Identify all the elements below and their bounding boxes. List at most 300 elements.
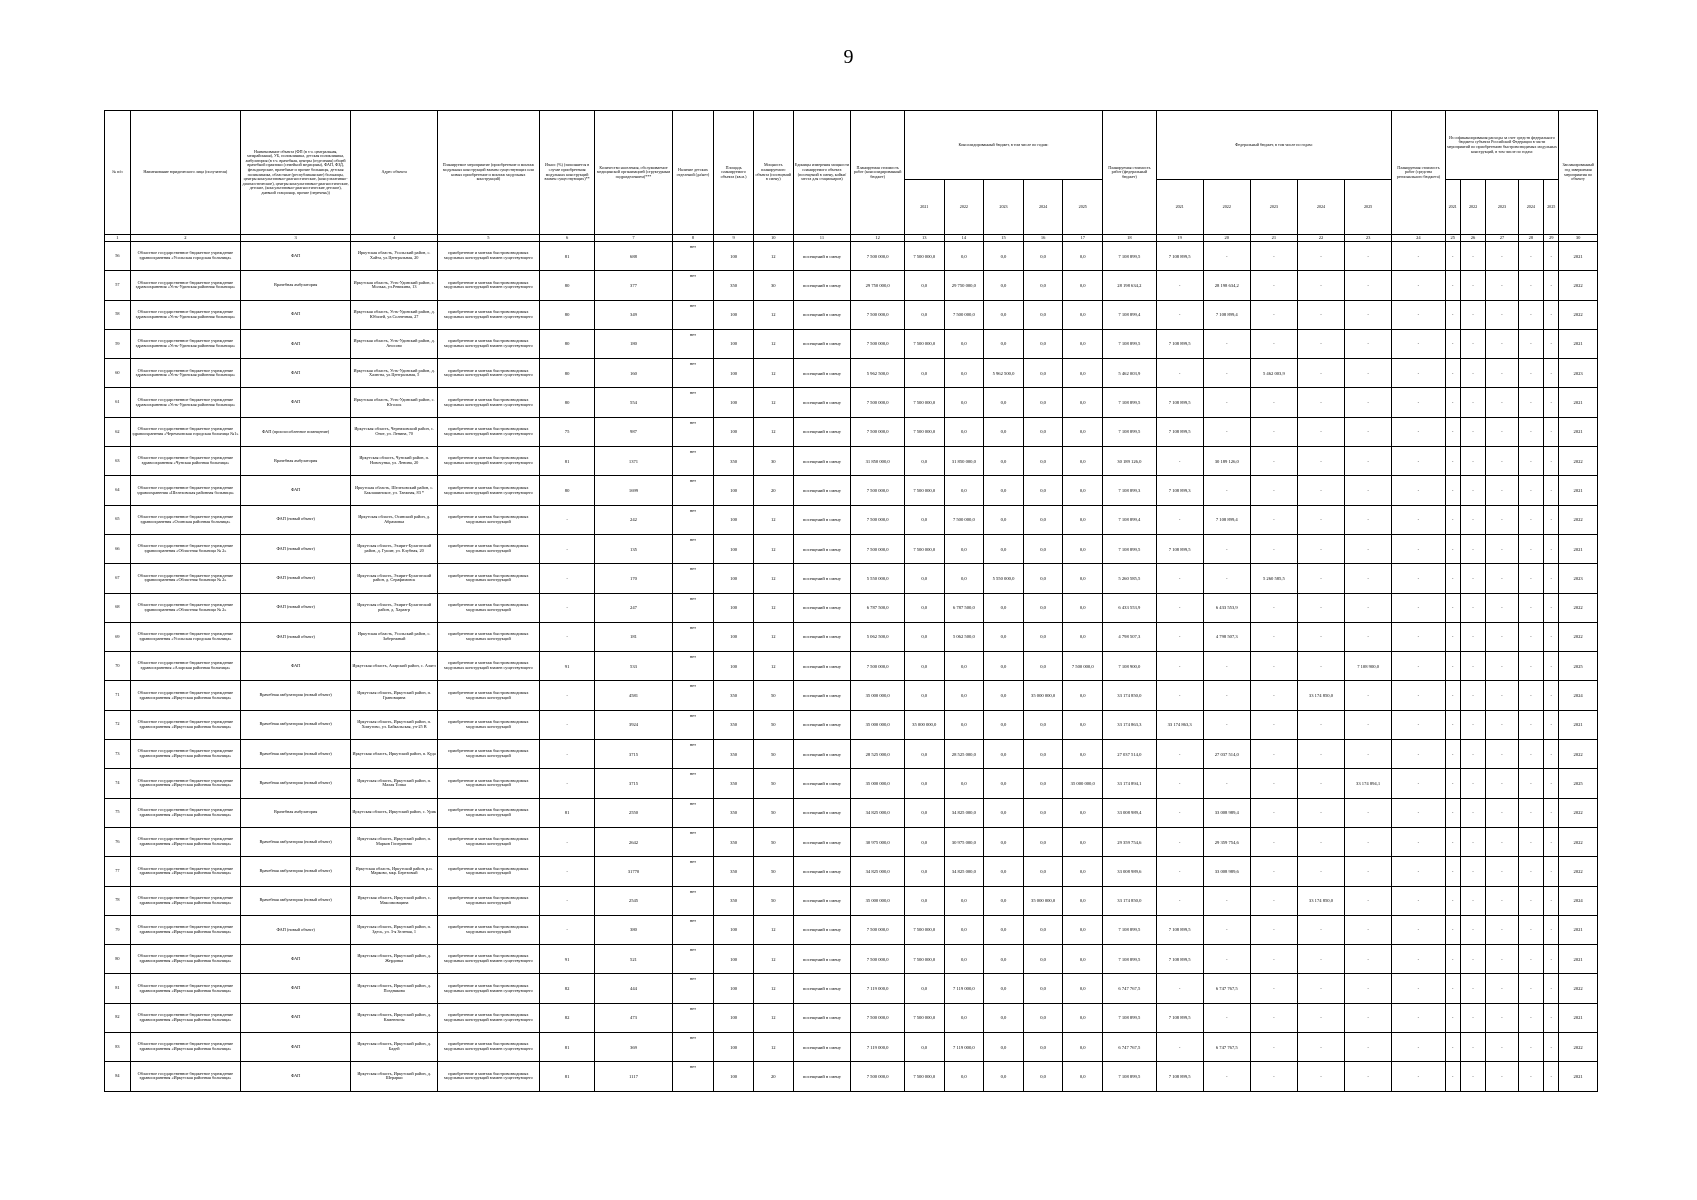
table-row — [105, 505, 1598, 534]
table-cell: 0,0 — [1023, 769, 1063, 798]
table-cell: 0,0 — [1063, 388, 1103, 417]
table-cell: 0,0 — [1023, 915, 1063, 944]
table-cell: - — [1486, 593, 1518, 622]
table-cell: 30 — [753, 271, 793, 300]
table-cell: 6 433 553,9 — [1103, 593, 1157, 622]
table-cell: 0,0 — [984, 447, 1024, 476]
table-cell: 7 108 899,5 — [1156, 915, 1203, 944]
table-cell: 369 — [595, 1033, 672, 1062]
table-cell: нет — [672, 329, 714, 358]
table-cell: - — [1544, 564, 1559, 593]
table-cell: 91 — [539, 945, 595, 974]
table-cell: - — [1297, 798, 1344, 827]
table-cell: 688 — [595, 242, 672, 271]
table-cell: ФАП — [240, 300, 350, 329]
table-cell: приобретение и монтаж быстровозводимых модульных конструкций — [438, 740, 540, 769]
table-cell: - — [1486, 1033, 1518, 1062]
table-cell: 0,0 — [984, 798, 1024, 827]
table-cell: посещений в смену — [793, 271, 851, 300]
table-cell: Областное государственное бюджетное учреждение здравоохранения «Иркутская районная больница» — [130, 1062, 240, 1091]
table-cell: Областное государственное бюджетное учреждение здравоохранения «Усть-Удинская районная больница» — [130, 300, 240, 329]
table-cell: 2022 — [1559, 974, 1598, 1003]
table-cell: - — [1544, 417, 1559, 446]
table-cell: - — [1345, 447, 1392, 476]
table-cell: - — [1250, 329, 1297, 358]
table-cell: - — [539, 857, 595, 886]
table-cell: - — [1518, 300, 1544, 329]
table-cell: - — [1518, 915, 1544, 944]
table-cell: - — [1297, 359, 1344, 388]
table-cell: - — [1544, 857, 1559, 886]
table-cell: 0,0 — [984, 388, 1024, 417]
table-cell: - — [1392, 388, 1446, 417]
table-cell: 80 — [539, 388, 595, 417]
table-cell: приобретение и монтаж быстровозводимых модульных конструкций взамен существующего — [438, 974, 540, 1003]
table-cell: Иркутская область, Иркутский район, п. Марков Гоперинево — [351, 827, 438, 856]
table-cell: - — [1445, 505, 1460, 534]
table-cell: приобретение и монтаж быстровозводимых модульных конструкций взамен существующего — [438, 359, 540, 388]
table-cell: 12 — [753, 622, 793, 651]
table-cell: 7 500 000,0 — [904, 1062, 944, 1091]
table-cell: 0,0 — [1023, 740, 1063, 769]
table-cell: 80 — [105, 945, 131, 974]
table-cell: 6 747 767,5 — [1203, 1033, 1250, 1062]
header-legal-entity: Наименование юридического лица (получателя) — [130, 111, 240, 235]
table-cell: - — [1518, 242, 1544, 271]
table-cell: ФАП — [240, 242, 350, 271]
table-cell: - — [1518, 622, 1544, 651]
table-cell: 0,0 — [1063, 593, 1103, 622]
table-cell: - — [1544, 593, 1559, 622]
table-cell: - — [1297, 1003, 1344, 1032]
table-cell: 12 — [753, 300, 793, 329]
table-cell: 33 174 850,0 — [1297, 681, 1344, 710]
table-cell: посещений в смену — [793, 710, 851, 739]
table-cell: 20 — [753, 476, 793, 505]
table-cell: Областное государственное бюджетное учреждение здравоохранения «Усть-Удинская районная больница» — [130, 388, 240, 417]
table-cell: 0,0 — [984, 476, 1024, 505]
table-cell: - — [1445, 1033, 1460, 1062]
table-cell: Областное государственное бюджетное учреждение здравоохранения «Иркутская районная больница» — [130, 857, 240, 886]
table-cell: 12 — [753, 1033, 793, 1062]
table-cell: 350 — [714, 740, 754, 769]
table-cell: 0,0 — [1063, 915, 1103, 944]
column-number: 2 — [130, 235, 240, 242]
table-cell: - — [1460, 945, 1486, 974]
table-cell: 7 500 000,0 — [1063, 652, 1103, 681]
table-cell: 0,0 — [1063, 359, 1103, 388]
table-cell: - — [1445, 593, 1460, 622]
table-cell: 33 174 863,3 — [1103, 710, 1157, 739]
table-cell: 34 825 000,0 — [944, 857, 984, 886]
table-cell: посещений в смену — [793, 593, 851, 622]
table-cell: 67 — [105, 564, 131, 593]
table-cell: - — [1518, 827, 1544, 856]
table-cell: 0,0 — [904, 769, 944, 798]
table-cell: 5 260 585,5 — [1250, 564, 1297, 593]
table-cell: 0,0 — [1023, 798, 1063, 827]
table-cell: нет — [672, 564, 714, 593]
table-cell: - — [1156, 564, 1203, 593]
table-cell: Иркутская область, Усть-Удинский район, д. Халюты, ул.Центральная, 5 — [351, 359, 438, 388]
table-cell: 0,0 — [904, 359, 944, 388]
table-cell: нет — [672, 886, 714, 915]
table-cell: 50 — [753, 740, 793, 769]
table-cell: 80 — [539, 359, 595, 388]
table-cell: 30 189 126,0 — [1103, 447, 1157, 476]
table-cell: Областное государственное бюджетное учреждение здравоохранения «Иркутская районная больница» — [130, 915, 240, 944]
table-cell: - — [1460, 1033, 1486, 1062]
table-cell: - — [1544, 974, 1559, 1003]
table-cell: - — [1297, 622, 1344, 651]
table-cell: нет — [672, 359, 714, 388]
table-cell: 5 462 003,9 — [1250, 359, 1297, 388]
table-cell: 2022 — [1559, 505, 1598, 534]
table-cell: 31 850 000,0 — [851, 447, 905, 476]
table-cell: - — [1392, 476, 1446, 505]
table-cell: 2022 — [1559, 1033, 1598, 1062]
table-cell: - — [1518, 1033, 1544, 1062]
table-cell: 0,0 — [944, 681, 984, 710]
table-cell: приобретение и монтаж быстровозводимых модульных конструкций взамен существующего — [438, 417, 540, 446]
table-cell: - — [1518, 476, 1544, 505]
table-cell: приобретение и монтаж быстровозводимых модульных конструкций — [438, 622, 540, 651]
table-cell: Иркутская область, Усть-Удинский район, д. Юбилей, ул.Солнечная, 27 — [351, 300, 438, 329]
table-cell: Областное государственное бюджетное учреждение здравоохранения «Усть-Удинская районная больница» — [130, 271, 240, 300]
table-cell: 0,0 — [944, 1062, 984, 1091]
table-row — [105, 1062, 1598, 1091]
column-number: 26 — [1460, 235, 1486, 242]
table-cell: 62 — [105, 417, 131, 446]
table-cell: - — [1250, 974, 1297, 1003]
table-cell: - — [1518, 886, 1544, 915]
table-cell: приобретение и монтаж быстровозводимых модульных конструкций взамен существующего — [438, 300, 540, 329]
table-cell: - — [1544, 300, 1559, 329]
table-cell: 70 — [105, 652, 131, 681]
table-row — [105, 1033, 1598, 1062]
table-cell: Врачебная амбулатория — [240, 798, 350, 827]
table-cell: посещений в смену — [793, 447, 851, 476]
table-cell: - — [1392, 329, 1446, 358]
table-cell: 0,0 — [984, 593, 1024, 622]
table-cell: - — [539, 534, 595, 563]
table-cell: 60 — [105, 359, 131, 388]
table-cell: ФАП (новый объект) — [240, 505, 350, 534]
table-cell: 7 500 000,0 — [944, 505, 984, 534]
table-cell: 7 108 899,5 — [1156, 945, 1203, 974]
table-cell: Иркутская область, Иркутский район, д. Жердовка — [351, 945, 438, 974]
table-cell: - — [1460, 798, 1486, 827]
table-cell: нет — [672, 740, 714, 769]
table-cell: - — [1486, 476, 1518, 505]
table-cell: 100 — [714, 417, 754, 446]
table-cell: Иркутская область, Осинский район, д. Абрамовка — [351, 505, 438, 534]
table-cell: - — [1486, 388, 1518, 417]
table-cell: 35 000 000,0 — [851, 886, 905, 915]
table-cell: - — [1518, 534, 1544, 563]
table-cell: 7 500 000,0 — [851, 476, 905, 505]
table-cell: Иркутская область, Усольский район, с. Забережный — [351, 622, 438, 651]
table-cell: 2021 — [1559, 242, 1598, 271]
table-cell: приобретение и монтаж быстровозводимых модульных конструкций — [438, 505, 540, 534]
table-cell: - — [1156, 505, 1203, 534]
table-cell: - — [1518, 388, 1544, 417]
table-cell: Иркутская область, Эхирит-Булагатский район, д. Харазгр — [351, 593, 438, 622]
table-cell: приобретение и монтаж быстровозводимых модульных конструкций — [438, 886, 540, 915]
table-cell: 5 062 500,0 — [944, 622, 984, 651]
table-cell: 2642 — [595, 827, 672, 856]
table-cell: посещений в смену — [793, 1062, 851, 1091]
table-cell: - — [1203, 945, 1250, 974]
column-number: 17 — [1063, 235, 1103, 242]
column-number: 4 — [351, 235, 438, 242]
table-cell: 0,0 — [1023, 652, 1063, 681]
table-cell: - — [1250, 505, 1297, 534]
table-cell: - — [1518, 593, 1544, 622]
table-cell: нет — [672, 974, 714, 1003]
table-cell: - — [1297, 300, 1344, 329]
table-cell: 135 — [595, 534, 672, 563]
table-cell: - — [1445, 740, 1460, 769]
table-cell: 0,0 — [1023, 359, 1063, 388]
table-cell: 0,0 — [1023, 857, 1063, 886]
table-cell: - — [1460, 710, 1486, 739]
table-cell: - — [1156, 974, 1203, 1003]
table-cell: - — [1250, 534, 1297, 563]
table-cell: Врачебная амбулатория (новый объект) — [240, 681, 350, 710]
table-cell: 7 119 000,0 — [851, 974, 905, 1003]
table-cell: - — [539, 827, 595, 856]
table-cell: - — [1544, 242, 1559, 271]
table-cell: 0,0 — [904, 886, 944, 915]
header-year-federal-2023: 2023 — [1250, 180, 1297, 235]
table-cell: 2021 — [1559, 417, 1598, 446]
table-cell: 65 — [105, 505, 131, 534]
table-cell: 12 — [753, 242, 793, 271]
table-cell: - — [1297, 593, 1344, 622]
table-cell: - — [1203, 534, 1250, 563]
table-cell: - — [1345, 886, 1392, 915]
table-row — [105, 857, 1598, 886]
table-cell: - — [1445, 388, 1460, 417]
table-cell: 7 108 899,5 — [1156, 417, 1203, 446]
table-cell: - — [1297, 1033, 1344, 1062]
table-cell: - — [1156, 622, 1203, 651]
table-cell: - — [1445, 1062, 1460, 1091]
table-cell: 0,0 — [1063, 945, 1103, 974]
table-cell: 0,0 — [1063, 886, 1103, 915]
table-cell: - — [1156, 359, 1203, 388]
table-cell: 0,0 — [1023, 1062, 1063, 1091]
table-cell: - — [1460, 827, 1486, 856]
table-row — [105, 329, 1598, 358]
table-cell: Иркутская область, Иркутский район, п. Здесь, ул. 3-я Зеленая, 1 — [351, 915, 438, 944]
table-cell: - — [1544, 681, 1559, 710]
table-cell: 75 — [105, 798, 131, 827]
table-cell: 2022 — [1559, 300, 1598, 329]
table-cell: 100 — [714, 622, 754, 651]
table-cell: - — [1486, 857, 1518, 886]
table-cell: - — [1250, 857, 1297, 886]
table-cell: 0,0 — [1063, 710, 1103, 739]
table-cell: 69 — [105, 622, 131, 651]
table-cell: Областное государственное бюджетное учреждение здравоохранения «Иркутская районная больница» — [130, 945, 240, 974]
table-cell: 0,0 — [904, 1033, 944, 1062]
table-cell: 0,0 — [984, 1003, 1024, 1032]
table-cell: 33 174 850,0 — [1297, 886, 1344, 915]
table-cell: - — [1486, 447, 1518, 476]
table-cell: - — [1460, 622, 1486, 651]
table-cell: 59 — [105, 329, 131, 358]
table-cell: 180 — [595, 329, 672, 358]
table-cell: 100 — [714, 534, 754, 563]
table-cell: - — [1518, 417, 1544, 446]
table-cell: приобретение и монтаж быстровозводимых модульных конструкций — [438, 534, 540, 563]
table-cell: нет — [672, 534, 714, 563]
table-cell: - — [539, 505, 595, 534]
column-number: 21 — [1250, 235, 1297, 242]
table-cell: 0,0 — [904, 300, 944, 329]
table-cell: 7 108 899,5 — [1156, 1062, 1203, 1091]
table-cell: Врачебная амбулатория (новый объект) — [240, 827, 350, 856]
table-cell: 7 119 000,0 — [944, 974, 984, 1003]
table-cell: - — [1518, 1062, 1544, 1091]
table-cell: - — [1486, 769, 1518, 798]
table-cell: 50 — [753, 798, 793, 827]
table-cell: 35 000 000,0 — [851, 769, 905, 798]
table-cell: 34 825 000,0 — [851, 798, 905, 827]
table-cell: - — [1544, 1003, 1559, 1032]
table-cell: 12 — [753, 652, 793, 681]
column-number: 20 — [1203, 235, 1250, 242]
table-cell: 444 — [595, 974, 672, 1003]
table-cell: 100 — [714, 564, 754, 593]
table-cell: 50 — [753, 857, 793, 886]
table-cell: 0,0 — [1023, 945, 1063, 974]
table-cell: Областное государственное бюджетное учреждение здравоохранения «Иркутская районная больница» — [130, 681, 240, 710]
header-year-consolidated-2023: 2023 — [984, 180, 1024, 235]
table-cell: 7 108 899,5 — [1156, 242, 1203, 271]
table-cell: 7 108 899,5 — [1103, 417, 1157, 446]
table-cell: приобретение и монтаж быстровозводимых модульных конструкций — [438, 827, 540, 856]
table-cell: Областное государственное бюджетное учреждение здравоохранения «Областная больница № 2» — [130, 564, 240, 593]
table-cell: Иркутская область, Шелеховский район, с. Баклашинское, ул. Таежная, 83 * — [351, 476, 438, 505]
table-cell: 56 — [105, 242, 131, 271]
table-cell: 50 — [753, 769, 793, 798]
table-cell: 2021 — [1559, 1003, 1598, 1032]
table-cell: Иркутская область, Усть-Удинский район, с. Юголок — [351, 388, 438, 417]
table-cell: ФАП — [240, 1033, 350, 1062]
table-cell: - — [1250, 710, 1297, 739]
table-cell: - — [1486, 534, 1518, 563]
table-cell: 0,0 — [904, 857, 944, 886]
table-cell: Областное государственное бюджетное учреждение здравоохранения «Иркутская районная больница» — [130, 1033, 240, 1062]
table-cell: 35 000 000,0 — [851, 681, 905, 710]
table-cell: 12 — [753, 417, 793, 446]
table-cell: 6 433 553,9 — [1203, 593, 1250, 622]
table-cell: - — [1486, 359, 1518, 388]
table-cell: - — [1345, 359, 1392, 388]
table-cell: - — [1544, 945, 1559, 974]
table-cell: - — [1460, 242, 1486, 271]
table-cell: - — [1486, 740, 1518, 769]
table-cell: 0,0 — [984, 710, 1024, 739]
table-cell: приобретение и монтаж быстровозводимых модульных конструкций — [438, 564, 540, 593]
header-index: № п/п — [105, 111, 131, 235]
table-cell: 0,0 — [1063, 798, 1103, 827]
table-cell: - — [539, 593, 595, 622]
table-cell: 0,0 — [1063, 1033, 1103, 1062]
table-cell: 4581 — [595, 681, 672, 710]
table-cell: Врачебная амбулатория (новый объект) — [240, 857, 350, 886]
table-cell: 2021 — [1559, 388, 1598, 417]
table-cell: Иркутская область, Иркутский район, д. Бадей — [351, 1033, 438, 1062]
table-cell: 181 — [595, 622, 672, 651]
page-number: 9 — [843, 46, 854, 68]
table-cell: - — [1544, 447, 1559, 476]
header-year-consolidated-2022: 2022 — [944, 180, 984, 235]
header-group-federal: Федеральный бюджет, в том числе по годам: — [1156, 111, 1392, 180]
column-number: 9 — [714, 235, 754, 242]
table-cell: 521 — [595, 945, 672, 974]
table-cell: 100 — [714, 388, 754, 417]
column-number: 25 — [1445, 235, 1460, 242]
table-cell: Врачебная амбулатория — [240, 447, 350, 476]
table-cell: 0,0 — [984, 622, 1024, 651]
table-cell: 12 — [753, 593, 793, 622]
table-cell: - — [1345, 974, 1392, 1003]
column-number: 19 — [1156, 235, 1203, 242]
table-cell: Иркутская область, Иркутский район, с. Урик — [351, 798, 438, 827]
table-cell: посещений в смену — [793, 886, 851, 915]
table-cell: 0,0 — [984, 974, 1024, 1003]
table-cell: 0,0 — [1063, 827, 1103, 856]
table-cell: 27 037 514,0 — [1203, 740, 1250, 769]
table-cell: Врачебная амбулатория (новый объект) — [240, 710, 350, 739]
table-cell: посещений в смену — [793, 505, 851, 534]
table-cell: 72 — [105, 710, 131, 739]
table-cell: 1371 — [595, 447, 672, 476]
table-cell: 28 198 634,2 — [1203, 271, 1250, 300]
table-cell: 5 962 500,0 — [851, 359, 905, 388]
table-cell: приобретение и монтаж быстровозводимых модульных конструкций — [438, 915, 540, 944]
table-cell: Областное государственное бюджетное учреждение здравоохранения «Иркутская районная больница» — [130, 769, 240, 798]
table-cell: 4 798 507,3 — [1103, 622, 1157, 651]
table-cell: 5 550 000,0 — [851, 564, 905, 593]
table-cell: - — [1445, 886, 1460, 915]
table-cell: - — [1250, 798, 1297, 827]
table-cell: 0,0 — [1023, 974, 1063, 1003]
table-cell: - — [1156, 447, 1203, 476]
table-cell: 100 — [714, 476, 754, 505]
table-cell: - — [1345, 593, 1392, 622]
table-cell: - — [1250, 417, 1297, 446]
table-cell: - — [1445, 329, 1460, 358]
table-cell: 77 — [105, 857, 131, 886]
table-cell: 100 — [714, 505, 754, 534]
table-cell: 7 108 899,4 — [1103, 300, 1157, 329]
table-cell: - — [1156, 1033, 1203, 1062]
table-cell: нет — [672, 388, 714, 417]
table-cell: - — [1392, 1062, 1446, 1091]
table-cell: 0,0 — [1023, 1003, 1063, 1032]
table-cell: 79 — [105, 915, 131, 944]
table-cell: 0,0 — [1023, 593, 1063, 622]
table-row — [105, 359, 1598, 388]
table-cell: 100 — [714, 300, 754, 329]
table-row — [105, 827, 1598, 856]
table-cell: - — [1203, 1062, 1250, 1091]
